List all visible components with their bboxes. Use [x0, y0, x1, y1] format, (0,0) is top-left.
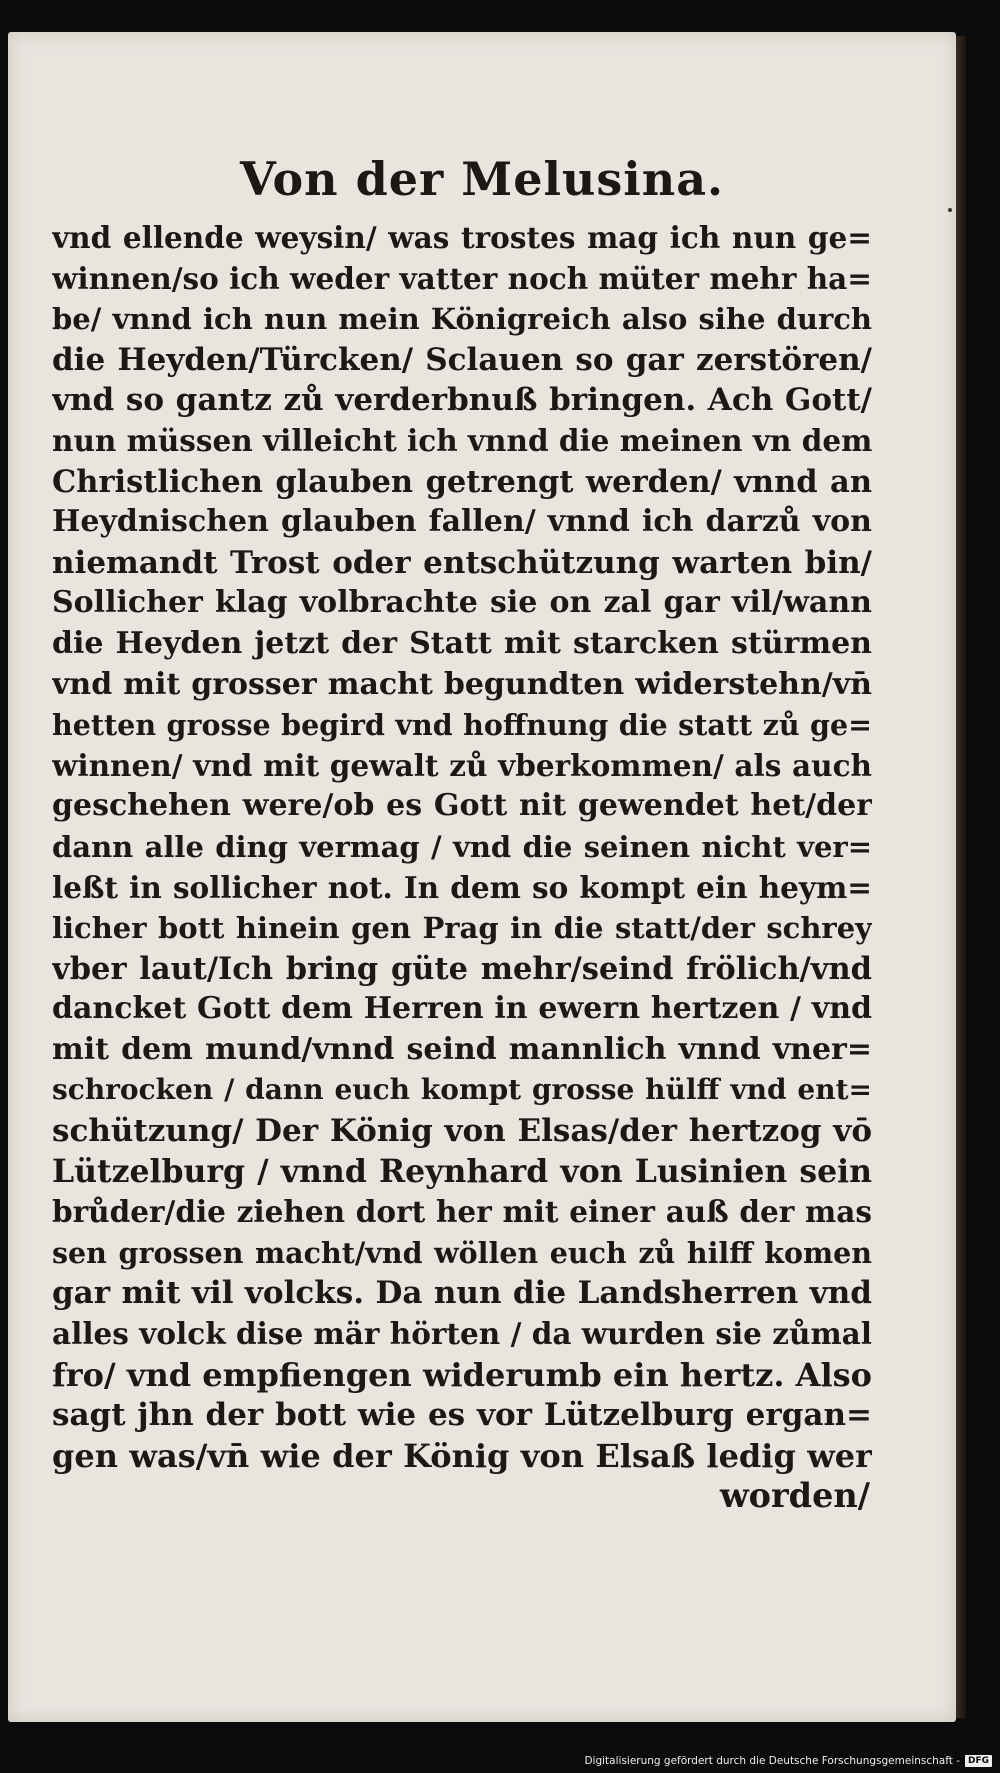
text-line: gen was/vn̄ wie der König von Elsaß ledig wer: [52, 1436, 872, 1475]
text-line: vnd so gantz zů verderbnuß bringen. Ach Gott/: [52, 382, 872, 419]
text-line: vnd mit grosser macht begundten widerstehn/vn̄: [52, 666, 872, 702]
text-line: Heydnischen glauben fallen/ vnnd ich darzů von: [52, 504, 872, 540]
text-line: schrocken / dann euch kompt grosse hülff vnd ent=: [52, 1073, 872, 1107]
text-line: fro/ vnd empfiengen widerumb ein hertz. Also: [52, 1355, 872, 1394]
text-line: sagt jhn der bott wie es vor Lützelburg ergan=: [52, 1397, 872, 1434]
text-line: dancket Gott dem Herren in ewern hertzen / vnd: [52, 991, 872, 1027]
dfg-logo-icon: DFG: [965, 1755, 992, 1767]
text-line: gar mit vil volcks. Da nun die Landsherren vnd: [52, 1275, 872, 1312]
text-line: nun müssen villeicht ich vnnd die meinen vn dem: [52, 422, 872, 458]
text-line: niemandt Trost oder entschützung warten bin/: [52, 544, 872, 581]
text-line: Christlichen glauben getrengt werden/ vnnd an: [52, 463, 872, 500]
text-line: be/ vnnd ich nun mein Königreich also sihe durch: [52, 302, 872, 337]
text-line: winnen/ vnd mit gewalt zů vberkommen/ als auch: [52, 747, 872, 783]
text-line: vnd ellende weysin/ was trostes mag ich nun ge=: [52, 220, 872, 255]
text-line: leßt in sollicher not. In dem so kompt ein heym=: [52, 869, 872, 905]
text-line: Sollicher klag volbrachte sie on zal gar vil/wann: [52, 585, 872, 621]
text-line: licher bott hinein gen Prag in die statt/der schrey: [52, 911, 872, 946]
text-line: die Heyden/Türcken/ Sclauen so gar zerstören/: [52, 341, 872, 378]
paper-speck: [948, 208, 952, 212]
text-line: mit dem mund/vnnd seind mannlich vnnd vner=: [52, 1031, 872, 1067]
digitization-footer: [584, 1755, 992, 1767]
text-line: brůder/die ziehen dort her mit einer auß der mas: [52, 1194, 872, 1230]
text-line: hetten grosse begird vnd hoffnung die statt zů ge=: [52, 708, 872, 743]
text-line: dann alle ding vermag / vnd die seinen nicht ver=: [52, 829, 872, 864]
page-edge: [956, 36, 966, 1718]
text-line: vber laut/Ich bring güte mehr/seind frölich/vnd: [52, 950, 872, 987]
text-line: schützung/ Der König von Elsas/der hertzog vō: [52, 1113, 872, 1150]
running-header: Von der Melusina.: [239, 152, 725, 206]
footer-credit: Digitalisierung gefördert durch die Deutsche Forschungsgemeinschaft -: [584, 1755, 960, 1767]
page-body-text: [52, 218, 872, 1517]
catchword: worden/: [719, 1476, 870, 1516]
text-line: winnen/so ich weder vatter noch müter mehr ha=: [52, 260, 872, 296]
book-page: [8, 32, 956, 1722]
text-line: sen grossen macht/vnd wöllen euch zů hilff komen: [52, 1235, 872, 1270]
text-line: alles volck dise mär hörten / da wurden sie zůmal: [52, 1316, 872, 1352]
text-line: Lützelburg / vnnd Reynhard von Lusinien sein: [52, 1152, 872, 1190]
text-line: geschehen were/ob es Gott nit gewendet het/der: [52, 788, 872, 824]
text-line: die Heyden jetzt der Statt mit starcken stürmen: [52, 625, 872, 661]
